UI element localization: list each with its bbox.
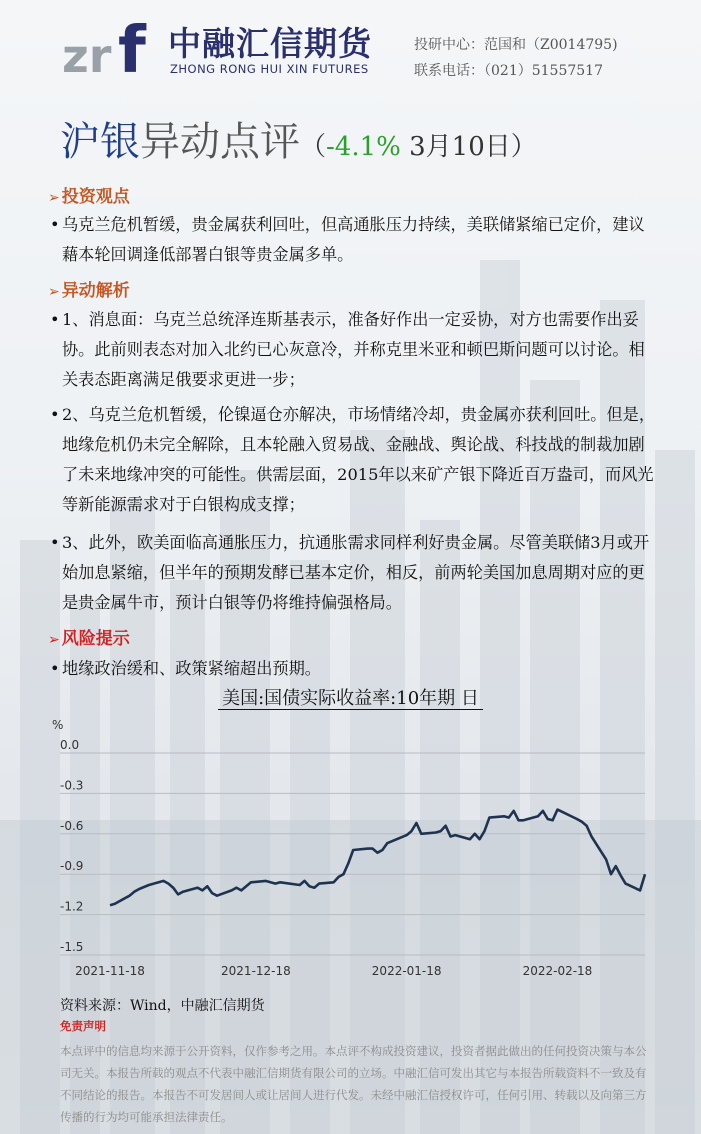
svg-text:zr: zr <box>62 29 112 78</box>
bullet-icon: • <box>50 310 60 329</box>
phone-line: 联系电话：（021）51557517 <box>414 63 603 79</box>
svg-text:f: f <box>118 14 146 78</box>
x-tick-label: 2021-12-18 <box>221 964 291 978</box>
arrow-icon: ➢ <box>48 632 60 648</box>
chart-title: 美国:国债实际收益率:10年期 日 <box>0 684 701 710</box>
arrow-icon: ➢ <box>48 190 60 206</box>
company-logo-icon <box>62 14 162 78</box>
analyst-line: 投研中心：范国和（Z0014795) <box>414 37 618 53</box>
list-item: • 乌克兰危机暂缓，贵金属获利回吐，但高通胀压力持续，美联储紧缩已定价，建议藉本轮回调逢低部署白银等贵金属多单。 <box>50 210 658 270</box>
disclaimer-title: 免责声明 <box>60 1019 106 1033</box>
title-date: 3月10日） <box>400 132 537 162</box>
y-tick-label: -0.3 <box>60 778 84 793</box>
section-heading-risk: ➢ 风险提示 <box>48 629 130 649</box>
y-tick-label: -1.5 <box>60 940 84 954</box>
x-tick-label: 2022-02-18 <box>522 964 593 978</box>
disclaimer-text: 本点评中的信息均来源于公开资料，仅作参考之用。本点评不构成投资建议，投资者据此做出的任何投资决策与本公司无关。本报告所载的观点不代表中融汇信期货有限公司的立场。中融汇信可发出其它与本报告所载资料不一致及有不同结论的报告。本报告不可发居间人或让居间人进行代发。未经中融汇信授权许可，任何引用、转载以及向第三方传播的行为均可能承担法律责任。 <box>60 1044 647 1124</box>
yield-line-chart <box>0 705 701 985</box>
page-title <box>60 116 537 173</box>
arrow-icon: ➢ <box>48 284 60 300</box>
title-product: 沪银 <box>60 119 140 165</box>
company-name-en: ZHONG RONG HUI XIN FUTURES <box>170 62 369 76</box>
title-type: 异动点评 <box>140 119 300 165</box>
list-item: • 地缘政治缓和、政策紧缩超出预期。 <box>50 654 658 684</box>
y-tick-label: -0.9 <box>60 859 84 874</box>
list-item: • 3、此外，欧美面临高通胀压力，抗通胀需求同样利好贵金属。尽管美联储3月或开始加息紧缩，但半年的预期发酵已基本定价，相反，前两轮美国加息周期对应的更是贵金属牛市，预计白银等仍将维持偏强格局。 <box>50 528 658 618</box>
y-unit-label: % <box>52 718 64 732</box>
y-tick-label: 0.0 <box>60 738 80 752</box>
bullet-icon: • <box>50 405 60 424</box>
y-tick-label: -0.6 <box>60 818 84 833</box>
section-heading-view: ➢ 投资观点 <box>48 187 130 207</box>
company-name-cn: 中融汇信期货 <box>168 24 372 63</box>
bullet-icon: • <box>50 215 60 234</box>
y-tick-label: -1.2 <box>60 899 84 914</box>
x-tick-label: 2022-01-18 <box>371 964 442 978</box>
bullet-icon: • <box>50 659 60 678</box>
list-item: • 2、乌克兰危机暂缓，伦镍逼仓亦解决，市场情绪冷却，贵金属亦获利回吐。但是，地缘危机仍未完全解除，且本轮融入贸易战、金融战、舆论战、科技战的制裁加剧了未来地缘冲突的可能性。供需层面，2015年以来矿产银下降近百万盎司，而风光等新能源需求对于白银构成支撑； <box>50 400 658 520</box>
series-line <box>110 810 645 906</box>
title-open-paren: （ <box>300 132 327 162</box>
bullet-icon: • <box>50 533 60 552</box>
section-heading-analysis: ➢ 异动解析 <box>48 281 130 301</box>
title-change-pct: -4.1% <box>326 132 401 162</box>
list-item: • 1、消息面：乌克兰总统泽连斯基表示，准备好作出一定妥协，对方也需要作出妥协。此前则表态对加入北约已心灰意冷，并称克里米亚和顿巴斯问题可以讨论。相关表态距离满足俄要求更进一步； <box>50 305 658 395</box>
x-tick-label: 2021-11-18 <box>75 964 145 978</box>
data-source: 资料来源：Wind，中融汇信期货 <box>60 998 265 1014</box>
contact-info <box>414 32 618 84</box>
